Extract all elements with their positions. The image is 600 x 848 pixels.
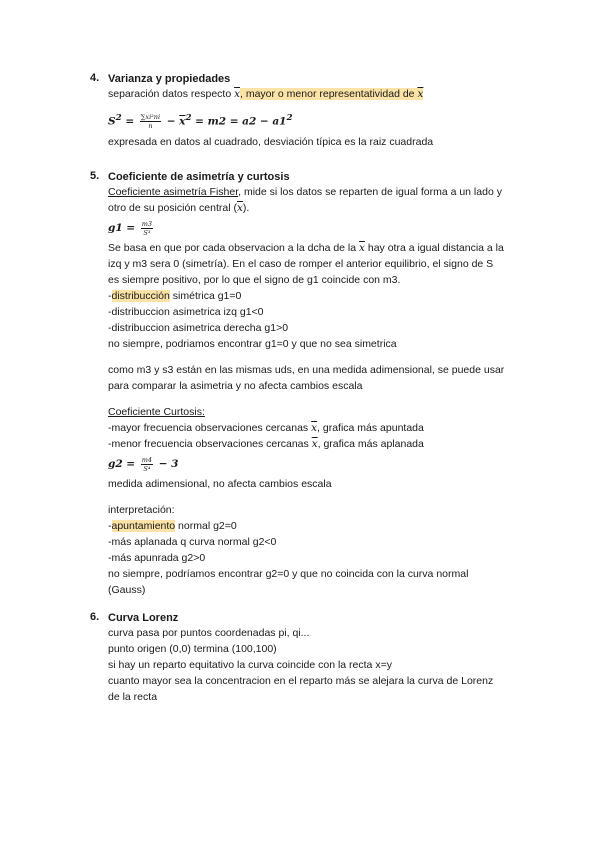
text-span: hay otra a igual distancia a la xyxy=(364,242,504,254)
highlight: distribucción xyxy=(111,290,170,302)
variance-formula xyxy=(108,106,528,134)
text-line xyxy=(108,86,528,102)
text-line xyxy=(108,200,528,216)
text-span: -menor frecuencia observaciones cercanas xyxy=(108,438,312,450)
text-span: , grafica más aplanada xyxy=(317,438,424,450)
text-line: izq y m3 sera 0 (simetría). En el caso de romper el anterior equilibrio, el signo de S xyxy=(108,258,494,270)
section-title: Coeficiente de asimetría y curtosis xyxy=(108,171,290,183)
fraction-numerator: m3 xyxy=(141,219,153,228)
xbar-symbol: $\overline{x}$ xyxy=(179,115,186,128)
text-span: Se basa en que por cada observacion a la dcha de la xyxy=(108,242,360,254)
xbar-symbol: $\overline{x}$ xyxy=(359,242,365,254)
text-line: -más aplanada q curva normal g2<0 xyxy=(108,536,277,548)
formula-part: − 3 xyxy=(155,458,179,470)
text-span: otro de su posición central ( xyxy=(108,202,237,214)
section-body xyxy=(108,611,528,705)
fraction xyxy=(141,220,153,237)
formula-part: − xyxy=(163,115,180,128)
section-title: Varianza y propiedades xyxy=(108,73,231,85)
text-line: como m3 y s3 están en las mismas uds, en una medida adimensional, se puede usar xyxy=(108,364,505,376)
fraction-numerator: m4 xyxy=(141,455,153,464)
text-span: separación datos respecto xyxy=(108,88,235,100)
text-line: si hay un reparto equitativo la curva coincide con la recta x=y xyxy=(108,659,392,671)
text-span: , grafica más apuntada xyxy=(317,422,424,434)
underlined-term: Coeficiente asimetría Fisher xyxy=(108,186,239,198)
underlined-term: Coeficiente Curtosis: xyxy=(108,406,205,418)
text-line: (Gauss) xyxy=(108,584,146,596)
text-line xyxy=(108,288,528,304)
text-line xyxy=(108,518,528,534)
text-line: para comparar la asimetria y no afecta cambios escala xyxy=(108,380,363,392)
formula-part: S xyxy=(108,115,116,128)
fraction xyxy=(141,456,153,473)
xbar-symbol: $\overline{x}$ xyxy=(311,438,318,450)
text-line: medida adimensional, no afecta cambios escala xyxy=(108,478,332,490)
text-line: -distribuccion asimetrica izq g1<0 xyxy=(108,306,264,318)
g1-formula xyxy=(108,216,528,240)
formula-part: g2 = xyxy=(108,458,139,470)
fraction-denominator: S⁴ xyxy=(143,464,151,473)
highlight: apuntamiento xyxy=(111,520,176,532)
fraction-denominator: S³ xyxy=(143,228,151,237)
text-line xyxy=(108,436,528,452)
text-line: -distribuccion asimetrica derecha g1>0 xyxy=(108,322,289,334)
text-span: ). xyxy=(242,202,250,214)
section-number: 4. xyxy=(90,72,100,84)
text-line: de la recta xyxy=(108,691,158,703)
xbar-symbol: $\overline{x}$ xyxy=(234,88,240,100)
text-line xyxy=(108,404,528,420)
text-line: expresada en datos al cuadrado, desviación típica es la raiz cuadrada xyxy=(108,135,434,148)
fraction-denominator: n xyxy=(148,122,153,130)
text-line: cuanto mayor sea la concentracion en el reparto más se alejara la curva de Lorenz xyxy=(108,675,494,687)
formula-sup: 2 xyxy=(185,113,192,123)
section-number: 5. xyxy=(90,170,100,182)
text-line xyxy=(108,184,528,200)
xbar-symbol: $\overline{x}$ xyxy=(311,422,318,434)
text-span: normal g2=0 xyxy=(175,520,237,532)
formula-sup: 2 xyxy=(286,113,293,123)
text-line xyxy=(108,240,528,256)
text-line: -más apunrada g2>0 xyxy=(108,552,206,564)
text-line: interpretación: xyxy=(108,504,175,516)
text-span: - xyxy=(108,520,112,532)
section-body xyxy=(108,72,528,150)
text-line: no siempre, podriamos encontrar g1=0 y que no sea simetrica xyxy=(108,338,397,350)
text-line: curva pasa por puntos coordenadas pi, qi... xyxy=(108,627,310,639)
formula-part: = xyxy=(121,115,138,128)
text-line: punto origen (0,0) termina (100,100) xyxy=(108,643,277,655)
section-number: 6. xyxy=(90,611,100,623)
formula-part: = m2 = a2 − a1 xyxy=(191,115,287,128)
fraction xyxy=(140,113,161,130)
formula-part: g1 = xyxy=(108,222,139,234)
section-body xyxy=(108,170,528,598)
text-line: es siempre positivo, por lo que el signo de g1 coincide con m3. xyxy=(108,274,401,286)
fraction-numerator: ∑xi²ni xyxy=(140,113,161,121)
text-span: , mide si los datos se reparten de igual forma a un lado y xyxy=(238,186,502,198)
highlight xyxy=(240,88,423,100)
xbar-symbol: $\overline{x}$ xyxy=(417,88,424,100)
g2-formula xyxy=(108,452,528,476)
text-span: -mayor frecuencia observaciones cercanas xyxy=(108,422,312,434)
xbar-symbol: $\overline{x}$ xyxy=(236,202,243,214)
text-span: , mayor o menor representatividad de xyxy=(240,88,418,100)
text-span: - xyxy=(108,290,112,302)
text-line xyxy=(108,420,528,436)
section-title: Curva Lorenz xyxy=(108,612,179,624)
text-line: no siempre, podríamos encontrar g2=0 y que no coincida con la curva normal xyxy=(108,568,469,580)
formula-sup: 2 xyxy=(115,113,122,123)
text-span: simétrica g1=0 xyxy=(169,290,242,302)
